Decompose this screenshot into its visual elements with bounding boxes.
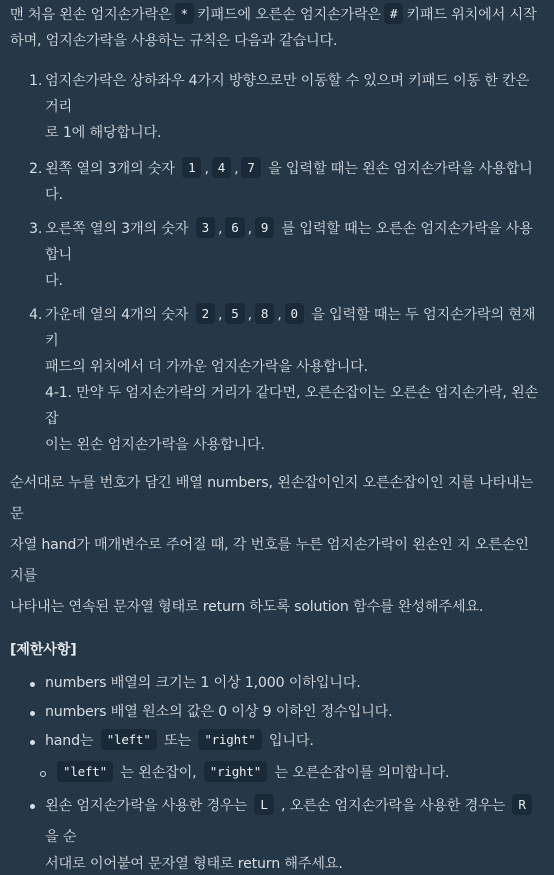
rule-item-1: 1. 엄지손가락은 상하좌우 4가지 방향으로만 이동할 수 있으며 키패드 이동 한 칸은 거리 로 1에 해당합니다. (29, 73, 530, 141)
intro-text-2: 키패드에 오른손 엄지손가락은 (196, 7, 382, 23)
bullet-icon (30, 682, 35, 687)
intro-text-3: 키패드 위치에서 시작 (406, 7, 537, 23)
constraint-item: hand는 "left" 또는 "right" 입니다. (10, 727, 540, 756)
constraints-list (10, 669, 540, 756)
code-star: * (175, 3, 194, 24)
constraint-item: 왼손 엄지손가락을 사용한 경우는 L , 오른손 엄지손가락을 사용한 경우는 R 을 순 서대로 이어붙여 문자열 형태로 return 해주세요. (10, 791, 540, 875)
rules-list (10, 68, 540, 458)
rule-item-2: 2. 왼쪽 열의 3개의 숫자 1 , 4 , 7 을 입력할 때는 왼손 엄지손가락을 사용합니다. (10, 156, 540, 208)
constraints-sublist (10, 758, 540, 789)
circle-bullet-icon (40, 771, 46, 777)
intro-text-line2: 하며, 엄지손가락을 사용하는 규칙은 다음과 같습니다. (10, 33, 338, 49)
bullet-icon (30, 711, 35, 716)
intro-paragraph (10, 0, 540, 51)
rule-item-3: 3. 오른쪽 열의 3개의 숫자 3 , 6 , 9 를 입력할 때는 오른손 엄지손가락을 사용합니 다. (10, 216, 540, 294)
rule-item-4: 4. 가운데 열의 4개의 숫자 2 , 5 , 8 , 0 을 입력할 때는 두 엄지손가락의 현재 키 패드의 위치에서 더 가까운 엄지손가락을 사용합니다. 4-1. 만약 두 엄지손가락의 거리가 같다면, 오른손잡이는 오른손 엄지손가락, 왼손잡 이는 왼손 엄지손가락을 사용합니다. (10, 302, 540, 458)
description-paragraph: 순서대로 누를 번호가 담긴 배열 numbers, 왼손잡이인지 오른손잡이인 지를 나타내는 문 자열 hand가 매개변수로 주어질 때, 각 번호를 누른 엄지손가락이 왼손인 지 오른손인 지를 나타내는 연속된 문자열 형태로 return 하도록 solution 함수를 완성해주세요. (10, 475, 534, 615)
bullet-icon (30, 740, 35, 745)
code-hash: # (384, 3, 403, 24)
constraint-subitem: "left" 는 왼손잡이, "right" 는 오른손잡이를 의미합니다. (10, 758, 540, 789)
intro-text-1: 맨 처음 왼손 엄지손가락은 (10, 7, 172, 23)
constraint-item: numbers 배열의 크기는 1 이상 1,000 이하입니다. (10, 669, 540, 698)
bullet-icon (30, 804, 35, 809)
constraints-heading: [제한사항] (10, 642, 77, 658)
constraint-item: numbers 배열 원소의 값은 0 이상 9 이하인 정수입니다. (10, 698, 540, 727)
constraints-list-continued (10, 791, 540, 875)
